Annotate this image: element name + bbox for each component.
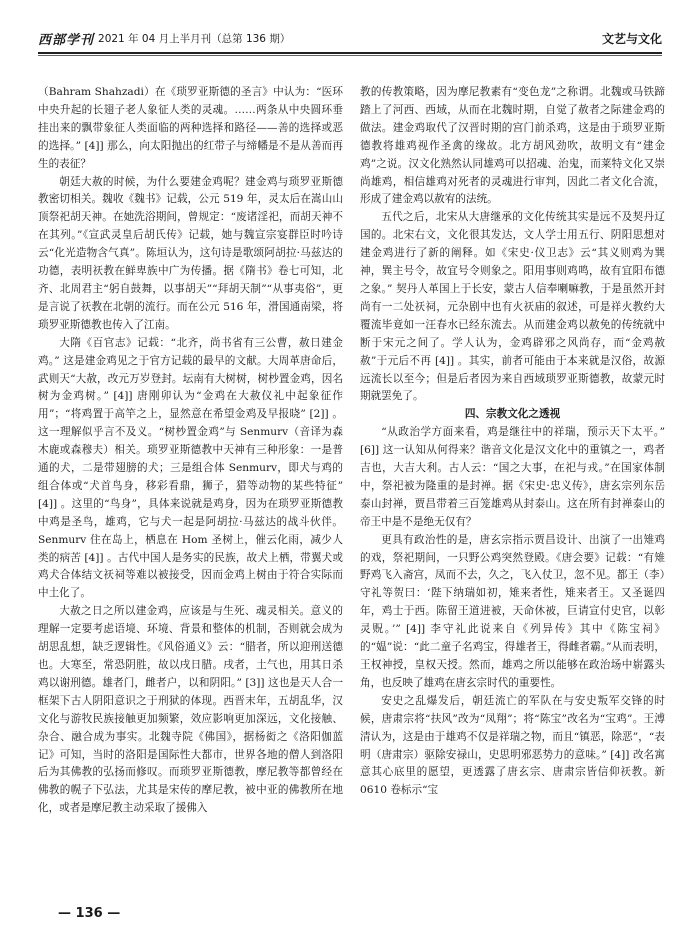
paragraph: 更具有政治性的是，唐玄宗指示贾昌设计、出演了一出雉鸡的戏，祭祀期间，一只野公鸡突然登殿。《唐会要》记载：“有雉野鸡飞入斋宫，凤而不去，久之，飞入仗卫，忽不见。都王（李）守礼等贺曰：‘陛下纳瑞如初，雉来者性，雉来者王。又圣诞四年，鸡士于西。陈留王道进被，天命休被，巨请宣付史官，以彰灵贶。’” [4]] 李守礼此说来自《列异传》其中《陈宝祠》的“媪”说：“此二童子名鸡宝，得雄者王，得雌者霸。”从而表明，王权神授，皇权天授。然而，雄鸡之所以能够在政治场中崭露头角，也反映了雄鸡在唐玄宗时代的重要性。 <box>360 533 665 689</box>
header-rule-thin <box>38 55 662 56</box>
section-heading: 四、宗教文化之透视 <box>464 408 561 421</box>
left-column <box>38 84 343 894</box>
page-header <box>38 26 662 50</box>
paragraph: 教的传教策略，因为摩尼教素有“变色龙”之称谓。北魏或马铁蹄踏上了河西、西域，从而在北魏时期，自觉了赦者之际建金鸡的做法。建金鸡取代了汉晋时期的宫门前杀鸡，这是由于琐罗亚斯德教将雄鸡视作圣禽的缘故。北方胡风劲吹，故明文有“建金鸡”之说。汉文化熟然认同雄鸡可以招魂、治鬼，而莱特文化又崇尚雄鸡，相信雄鸡对死者的灵魂进行审判，因此二者文化合流，形成了建金鸡以赦宥的法统。 <box>360 86 665 206</box>
page-number: — 136 — <box>58 906 121 921</box>
paragraph: 五代之后，北宋从大唐继承的文化传统其实是远不及契丹辽国的。北宋右文，文化很其发达，文人学士用五行、阴阳思想对建金鸡进行了新的阐释。如《宋史·仪卫志》云“其义则鸡为巽神，巽主号令，故宜号令则象之。阳用事则鸡鸣，故有宜阳布德之象。” 契丹人革国上于长安，蒙古人信奉喇嘛教，于是虽然开封尚有一二处祆祠，元杂剧中也有火祆庙的叙述，可是祥火教约大覆流毕竟如一汪春水已经东流去。从而建金鸡以赦免的传统就中断于宋元之间了。学人认为，金鸡辟邪之风尚存，而“金鸡赦赦”于元后不再 [4]] 。其实，前者可能由于本来就是汉俗，故源远流长以至今；但是后者因为来自西域琐罗亚斯德教，故蒙元时期就罢免了。 <box>360 211 665 403</box>
issue-info: 2021 年 04 月上半月刊（总第 136 期） <box>98 32 291 45</box>
paragraph: （Bahram Shahzadi）在《琐罗亚斯德的圣言》中认为：“医环中央升起的长翅子老人象征人类的灵魂。……两条从中央圆环垂挂出来的飘带象征人类面临的两种选择和路径——善的选择或恶的选择。” [4]] 那么，向太阳抛出的红带子与缔幡是不是从善而再生的表征？ <box>38 86 343 170</box>
paragraph: “从政治学方面来看，鸡是继往中的祥瑞，预示天下太平。” [6]] 这一认知从何得来？谐音文化是汉文化中的重镇之一，鸡者吉也，大吉大利。古人云：“国之大事，在祀与戎。”在国家体制中，祭祀被为隆重的是封禅。据《宋史·忠义传》，唐玄宗列东岳泰山封禅，贾昌带着三百笼雄鸡从封泰山。这在所有封禅泰山的帝王中是不是绝无仅有？ <box>360 426 665 528</box>
paragraph: 大赦之日之所以建金鸡，应该是与生死、魂灵相关。意义的理解一定要考虑语境、环境、背景和整体的机制，否则就会成为胡思乱想，缺乏逻辑性。《风俗通义》云：“腊者，所以迎刑送德也。大寒至，常恐阴胜，故以戌日腊。戌者，土气也，用其日杀鸡以谢刑德。雄者门，雌者户，以和阴阳。” [3]] 这也是天人合一框架下古人阴阳意识之于刑狱的体现。西晋末年，五胡乱华，汉文化与游牧民族接触更加频繁，效应影响更加深远，文化接触、杂合、融合成为事实。北魏寺院《佛国》，据杨衒之《洛阳伽蓝记》可知，当时的洛阳是国际性大都市，世界各地的僧人到洛阳后为其佛教的弘扬而修叹。而琐罗亚斯德教，摩尼教等都曾经在佛教的幌子下弘法，尤其是宋传的摩尼教，被中亚的佛教所在地化，或者是摩尼教主动采取了援佛入 <box>38 605 343 815</box>
journal-logo: 西部学刊 <box>38 32 95 48</box>
paragraph: 朝廷大赦的时候，为什么要建金鸡呢？建金鸡与琐罗亚斯德教密切相关。魏收《魏书》记载，公元 519 年，灵太后在嵩山山顶祭祀胡天神。在她洗浴期间，曾规定：“废诸淫祀，而胡天神不在其列。”《宣武灵皇后胡氏传》记载，她与魏宣宗宴群臣时吟诗云“化光造物含气真”。陈垣认为，这句诗是歌颂阿胡拉·马兹达的功德，表明祆教在鲜卑族中广为传播。据《隋书》卷七可知，北齐、北周君主“躬自鼓舞，以事胡天”“拜胡天制”“从事夷俗”，更是言说了祆教在北朝的流行。而在公元 516 年，滑国通南梁，将琐罗亚斯德教也传入了江南。 <box>38 175 343 331</box>
paragraph: 大隋《百官志》记载：“北齐，尚书省有三公曹，赦日建金鸡。” 这是建金鸡见之于官方记载的最早的文献。大周革唐命后，武则天“大赦，改元万岁登封。坛南有大树树，树杪置金鸡，因名树为金鸡树。” [4]] 唐刚卯认为“金鸡在大赦仪礼中起象征作用”；“将鸡置于高竿之上，显然意在希望金鸡及早报晓” [2]] 。这一理解似乎言不及义。“树杪置金鸡”与 Senmurv（音译为森木鹿或森穆夫）相关。琐罗亚斯德教中天神有三种形象：一是普通的犬，二是带翅膀的犬；三是组合体 Senmurv，即犬与鸡的组合体或“犬首鸟身，移彩看鼎，狮子，猎等动物的某些特征” [4]] 。这里的“鸟身”，具体来说就是鸡身，因为在琐罗亚斯德教中鸡是圣鸟，雄鸡，它与犬一起是阿胡拉·马兹达的战斗伙伴。Senmurv 住在岛上，栖息在 Hom 圣树上，催云化雨，减少人类的病苦 [4]] 。古代中国人是务实的民族，故犬上栖，带翼犬或鸡犬合体结文祆祠等难以被接受，因而金鸡上树由于符合实际而中土化了。 <box>38 336 343 600</box>
header-left <box>38 29 290 48</box>
section-title: 文艺与文化 <box>601 31 662 46</box>
right-column <box>360 84 665 894</box>
paragraph: 安史之乱爆发后，朝廷流亡的军队在与安史叛军交锋的时候，唐肃宗将“扶风”改为“凤翔”；将“陈宝”改名为“宝鸡”。王溥清认为，这是由于雄鸡不仅是祥瑞之物，而且“镇恶，除恶”，“表明（唐肃宗）驱除安禄山，史思明邪恶势力的意味。” [4]] 改名寓意其心底里的愿望，更透露了唐玄宗、唐肃宗皆信仰祆教。新 0610 卷标示“宝 <box>360 694 665 797</box>
header-rule-thick <box>38 52 662 54</box>
